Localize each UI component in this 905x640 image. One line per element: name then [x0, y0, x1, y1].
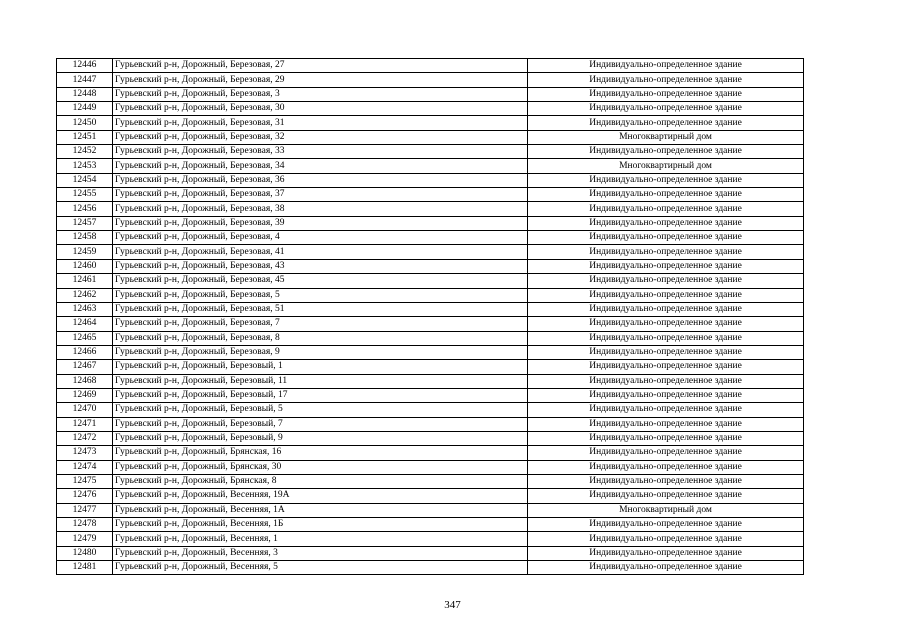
row-id-cell: 12456	[57, 202, 113, 216]
registry-table	[56, 58, 804, 575]
row-id-cell: 12461	[57, 274, 113, 288]
row-id-cell: 12479	[57, 532, 113, 546]
row-id-cell: 12460	[57, 259, 113, 273]
table-row	[57, 374, 804, 388]
row-address-cell: Гурьевский р-н, Дорожный, Березовая, 29	[113, 73, 528, 87]
table-row	[57, 102, 804, 116]
row-type-cell: Индивидуально-определенное здание	[528, 518, 804, 532]
row-id-cell: 12474	[57, 460, 113, 474]
row-address-cell: Гурьевский р-н, Дорожный, Березовая, 45	[113, 274, 528, 288]
row-type-cell: Индивидуально-определенное здание	[528, 546, 804, 560]
table-row	[57, 116, 804, 130]
row-type-cell: Индивидуально-определенное здание	[528, 388, 804, 402]
row-address-cell: Гурьевский р-н, Дорожный, Березовая, 5	[113, 288, 528, 302]
table-row	[57, 59, 804, 73]
row-id-cell: 12462	[57, 288, 113, 302]
row-id-cell: 12457	[57, 216, 113, 230]
row-id-cell: 12447	[57, 73, 113, 87]
row-address-cell: Гурьевский р-н, Дорожный, Березовая, 37	[113, 188, 528, 202]
row-address-cell: Гурьевский р-н, Дорожный, Весенняя, 1	[113, 532, 528, 546]
row-address-cell: Гурьевский р-н, Дорожный, Березовая, 27	[113, 59, 528, 73]
row-address-cell: Гурьевский р-н, Дорожный, Березовая, 31	[113, 116, 528, 130]
row-address-cell: Гурьевский р-н, Дорожный, Брянская, 16	[113, 446, 528, 460]
row-id-cell: 12448	[57, 87, 113, 101]
table-row	[57, 274, 804, 288]
row-type-cell: Индивидуально-определенное здание	[528, 561, 804, 575]
row-address-cell: Гурьевский р-н, Дорожный, Весенняя, 19А	[113, 489, 528, 503]
row-address-cell: Гурьевский р-н, Дорожный, Березовая, 3	[113, 87, 528, 101]
row-address-cell: Гурьевский р-н, Дорожный, Березовый, 9	[113, 431, 528, 445]
row-type-cell: Индивидуально-определенное здание	[528, 374, 804, 388]
row-id-cell: 12449	[57, 102, 113, 116]
table-row	[57, 561, 804, 575]
table-row	[57, 360, 804, 374]
row-address-cell: Гурьевский р-н, Дорожный, Березовый, 11	[113, 374, 528, 388]
row-address-cell: Гурьевский р-н, Дорожный, Березовая, 34	[113, 159, 528, 173]
table-row	[57, 388, 804, 402]
row-type-cell: Индивидуально-определенное здание	[528, 474, 804, 488]
row-address-cell: Гурьевский р-н, Дорожный, Березовая, 30	[113, 102, 528, 116]
table-row	[57, 317, 804, 331]
row-type-cell: Индивидуально-определенное здание	[528, 446, 804, 460]
row-type-cell: Индивидуально-определенное здание	[528, 317, 804, 331]
row-id-cell: 12468	[57, 374, 113, 388]
row-id-cell: 12467	[57, 360, 113, 374]
row-address-cell: Гурьевский р-н, Дорожный, Березовая, 38	[113, 202, 528, 216]
row-address-cell: Гурьевский р-н, Дорожный, Весенняя, 1Б	[113, 518, 528, 532]
table-row	[57, 173, 804, 187]
row-address-cell: Гурьевский р-н, Дорожный, Березовый, 5	[113, 403, 528, 417]
row-id-cell: 12476	[57, 489, 113, 503]
row-address-cell: Гурьевский р-н, Дорожный, Березовая, 4	[113, 231, 528, 245]
table-row	[57, 431, 804, 445]
table-row	[57, 87, 804, 101]
row-type-cell: Индивидуально-определенное здание	[528, 431, 804, 445]
row-type-cell: Индивидуально-определенное здание	[528, 417, 804, 431]
table-row	[57, 231, 804, 245]
row-type-cell: Индивидуально-определенное здание	[528, 216, 804, 230]
row-address-cell: Гурьевский р-н, Дорожный, Весенняя, 5	[113, 561, 528, 575]
row-address-cell: Гурьевский р-н, Дорожный, Березовая, 9	[113, 345, 528, 359]
row-id-cell: 12471	[57, 417, 113, 431]
table-row	[57, 518, 804, 532]
table-row	[57, 446, 804, 460]
row-address-cell: Гурьевский р-н, Дорожный, Березовая, 7	[113, 317, 528, 331]
row-id-cell: 12481	[57, 561, 113, 575]
row-type-cell: Индивидуально-определенное здание	[528, 245, 804, 259]
row-address-cell: Гурьевский р-н, Дорожный, Березовая, 39	[113, 216, 528, 230]
row-type-cell: Индивидуально-определенное здание	[528, 489, 804, 503]
row-type-cell: Многоквартирный дом	[528, 159, 804, 173]
table-row	[57, 188, 804, 202]
row-type-cell: Индивидуально-определенное здание	[528, 116, 804, 130]
row-type-cell: Индивидуально-определенное здание	[528, 173, 804, 187]
table-row	[57, 202, 804, 216]
row-type-cell: Индивидуально-определенное здание	[528, 288, 804, 302]
row-type-cell: Многоквартирный дом	[528, 130, 804, 144]
row-address-cell: Гурьевский р-н, Дорожный, Весенняя, 3	[113, 546, 528, 560]
row-id-cell: 12446	[57, 59, 113, 73]
row-id-cell: 12478	[57, 518, 113, 532]
row-id-cell: 12452	[57, 145, 113, 159]
page-number: 347	[444, 599, 461, 611]
row-address-cell: Гурьевский р-н, Дорожный, Брянская, 30	[113, 460, 528, 474]
row-address-cell: Гурьевский р-н, Дорожный, Березовая, 8	[113, 331, 528, 345]
table-body	[57, 59, 804, 575]
row-id-cell: 12480	[57, 546, 113, 560]
row-type-cell: Индивидуально-определенное здание	[528, 102, 804, 116]
table-row	[57, 73, 804, 87]
row-id-cell: 12463	[57, 302, 113, 316]
row-id-cell: 12453	[57, 159, 113, 173]
row-address-cell: Гурьевский р-н, Дорожный, Березовый, 7	[113, 417, 528, 431]
row-id-cell: 12472	[57, 431, 113, 445]
row-type-cell: Индивидуально-определенное здание	[528, 87, 804, 101]
row-address-cell: Гурьевский р-н, Дорожный, Березовый, 1	[113, 360, 528, 374]
row-address-cell: Гурьевский р-н, Дорожный, Березовая, 33	[113, 145, 528, 159]
table-row	[57, 489, 804, 503]
row-address-cell: Гурьевский р-н, Дорожный, Брянская, 8	[113, 474, 528, 488]
table-row	[57, 474, 804, 488]
table-row	[57, 302, 804, 316]
table-row	[57, 403, 804, 417]
table-row	[57, 546, 804, 560]
row-id-cell: 12473	[57, 446, 113, 460]
table-row	[57, 503, 804, 517]
row-type-cell: Индивидуально-определенное здание	[528, 259, 804, 273]
row-type-cell: Индивидуально-определенное здание	[528, 331, 804, 345]
row-id-cell: 12450	[57, 116, 113, 130]
row-type-cell: Индивидуально-определенное здание	[528, 460, 804, 474]
row-type-cell: Индивидуально-определенное здание	[528, 202, 804, 216]
row-id-cell: 12465	[57, 331, 113, 345]
table-row	[57, 130, 804, 144]
table-row	[57, 145, 804, 159]
row-type-cell: Индивидуально-определенное здание	[528, 532, 804, 546]
row-type-cell: Индивидуально-определенное здание	[528, 274, 804, 288]
row-address-cell: Гурьевский р-н, Дорожный, Весенняя, 1А	[113, 503, 528, 517]
table-row	[57, 159, 804, 173]
table-row	[57, 460, 804, 474]
row-type-cell: Индивидуально-определенное здание	[528, 360, 804, 374]
row-id-cell: 12451	[57, 130, 113, 144]
row-id-cell: 12466	[57, 345, 113, 359]
table-row	[57, 417, 804, 431]
row-type-cell: Многоквартирный дом	[528, 503, 804, 517]
row-id-cell: 12454	[57, 173, 113, 187]
row-id-cell: 12469	[57, 388, 113, 402]
table-row	[57, 345, 804, 359]
row-type-cell: Индивидуально-определенное здание	[528, 145, 804, 159]
table-row	[57, 259, 804, 273]
row-address-cell: Гурьевский р-н, Дорожный, Березовая, 36	[113, 173, 528, 187]
row-type-cell: Индивидуально-определенное здание	[528, 345, 804, 359]
row-id-cell: 12459	[57, 245, 113, 259]
row-address-cell: Гурьевский р-н, Дорожный, Березовая, 51	[113, 302, 528, 316]
row-id-cell: 12477	[57, 503, 113, 517]
row-address-cell: Гурьевский р-н, Дорожный, Березовая, 43	[113, 259, 528, 273]
table-row	[57, 288, 804, 302]
row-id-cell: 12455	[57, 188, 113, 202]
row-id-cell: 12470	[57, 403, 113, 417]
row-type-cell: Индивидуально-определенное здание	[528, 231, 804, 245]
row-type-cell: Индивидуально-определенное здание	[528, 73, 804, 87]
table-row	[57, 245, 804, 259]
row-id-cell: 12464	[57, 317, 113, 331]
table-row	[57, 532, 804, 546]
row-type-cell: Индивидуально-определенное здание	[528, 302, 804, 316]
row-id-cell: 12475	[57, 474, 113, 488]
row-type-cell: Индивидуально-определенное здание	[528, 188, 804, 202]
row-type-cell: Индивидуально-определенное здание	[528, 59, 804, 73]
row-id-cell: 12458	[57, 231, 113, 245]
row-type-cell: Индивидуально-определенное здание	[528, 403, 804, 417]
row-address-cell: Гурьевский р-н, Дорожный, Березовая, 41	[113, 245, 528, 259]
table-row	[57, 216, 804, 230]
table-row	[57, 331, 804, 345]
row-address-cell: Гурьевский р-н, Дорожный, Березовый, 17	[113, 388, 528, 402]
row-address-cell: Гурьевский р-н, Дорожный, Березовая, 32	[113, 130, 528, 144]
